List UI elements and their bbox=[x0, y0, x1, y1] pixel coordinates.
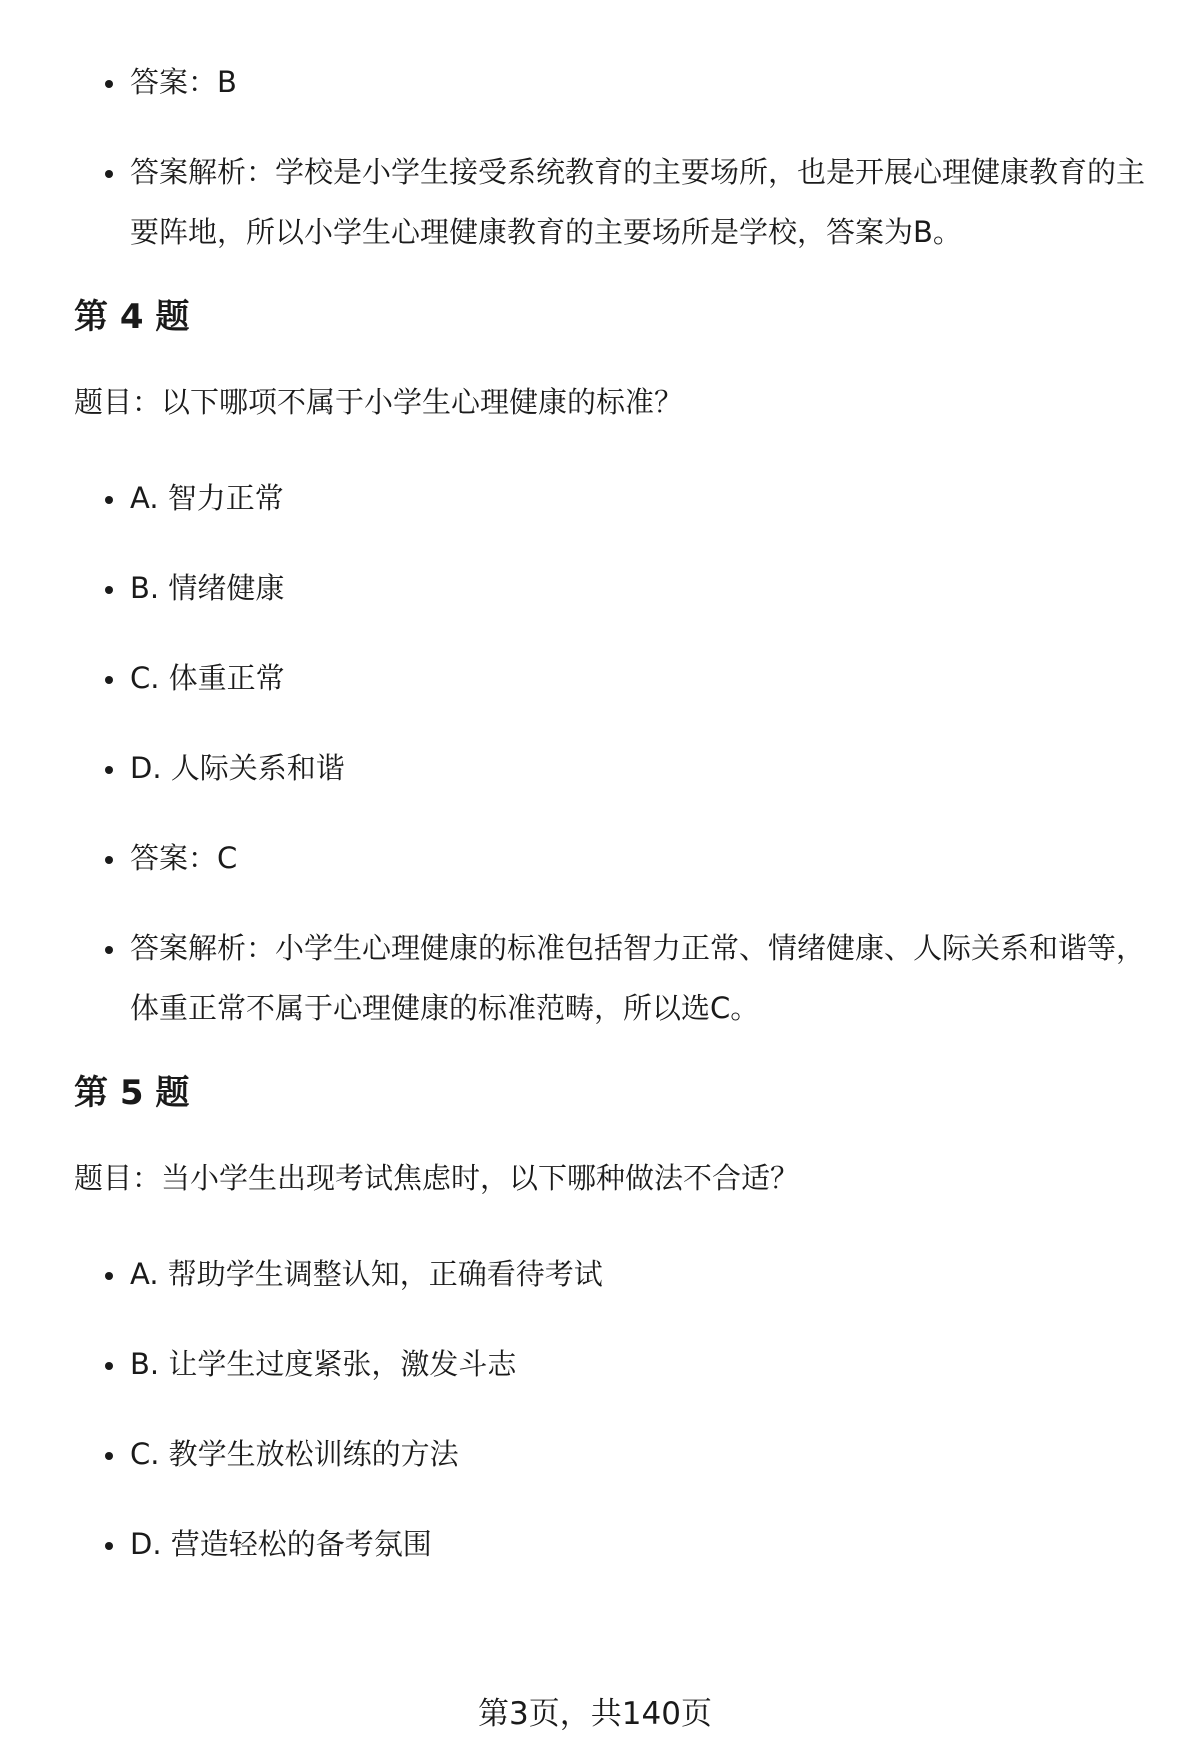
page-number-footer: 第3页，共140页 bbox=[478, 1696, 712, 1732]
page-content bbox=[74, 52, 1164, 1604]
option-item: D. 人际关系和谐 bbox=[74, 738, 1164, 798]
option-item: A. 帮助学生调整认知，正确看待考试 bbox=[74, 1244, 1164, 1304]
option-item: B. 情绪健康 bbox=[74, 558, 1164, 618]
question-stem: 题目：以下哪项不属于小学生心理健康的标准？ bbox=[74, 385, 684, 419]
question-title: 第 5 题 bbox=[74, 1073, 190, 1113]
option-item: D. 营造轻松的备考氛围 bbox=[74, 1514, 1164, 1574]
answer-item: 答案：C bbox=[74, 828, 1164, 888]
option-item: C. 教学生放松训练的方法 bbox=[74, 1424, 1164, 1484]
option-item: C. 体重正常 bbox=[74, 648, 1164, 708]
option-item: A. 智力正常 bbox=[74, 468, 1164, 528]
question-stem: 题目：当小学生出现考试焦虑时，以下哪种做法不合适？ bbox=[74, 1161, 800, 1195]
question-block-5 bbox=[74, 1068, 1164, 1574]
question-options bbox=[74, 468, 1164, 1038]
question-title: 第 4 题 bbox=[74, 297, 190, 337]
question-block-4 bbox=[74, 292, 1164, 1038]
prev-question-tail bbox=[74, 52, 1164, 262]
answer-item: 答案：B bbox=[74, 52, 1164, 112]
answer-explanation-item: 答案解析：小学生心理健康的标准包括智力正常、情绪健康、人际关系和谐等，体重正常不属于心理健康的标准范畴，所以选C。 bbox=[74, 918, 1164, 1038]
answer-explanation-item: 答案解析：学校是小学生接受系统教育的主要场所，也是开展心理健康教育的主要阵地，所以小学生心理健康教育的主要场所是学校，答案为B。 bbox=[74, 142, 1164, 262]
question-options bbox=[74, 1244, 1164, 1574]
option-item: B. 让学生过度紧张，激发斗志 bbox=[74, 1334, 1164, 1394]
